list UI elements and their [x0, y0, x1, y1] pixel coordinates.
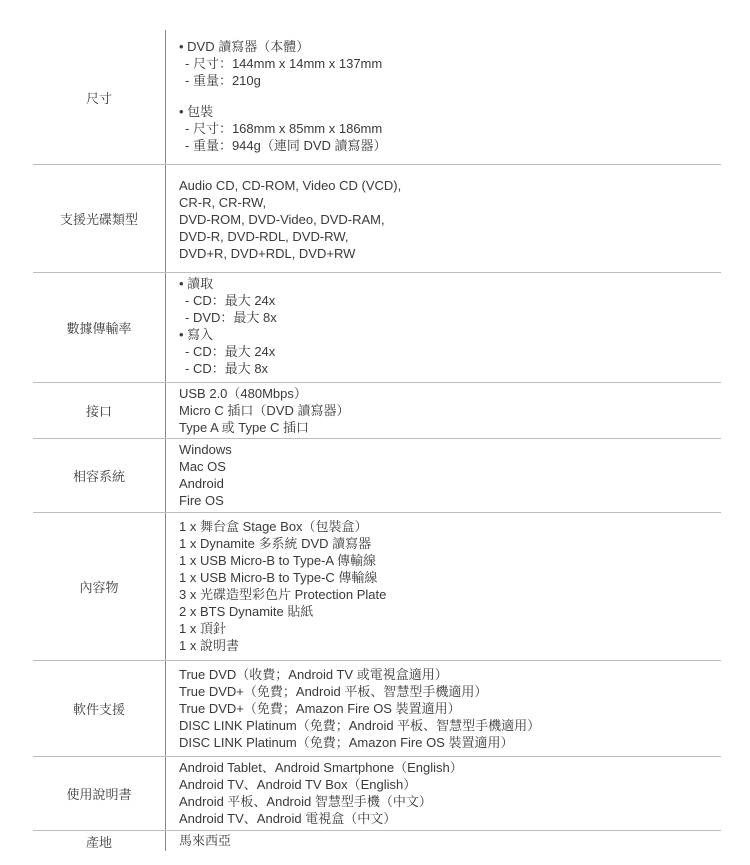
- spec-value: [166, 165, 721, 272]
- spec-line: Android 平板、Android 智慧型手機（中文）: [179, 794, 432, 809]
- spec-row: [33, 383, 721, 439]
- spec-label: 接口: [33, 383, 166, 438]
- spec-line: USB 2.0（480Mbps）: [179, 386, 307, 401]
- spec-value: [166, 439, 721, 512]
- spec-line: - CD：最大 24x: [185, 293, 276, 308]
- spec-line: 1 x USB Micro-B to Type-A 傳輸線: [179, 553, 376, 568]
- spec-row: [33, 30, 721, 165]
- spec-line: 1 x USB Micro-B to Type-C 傳輸線: [179, 570, 378, 585]
- spec-line: - CD：最大 24x: [185, 344, 276, 359]
- spec-table: [33, 30, 721, 851]
- spec-line: True DVD+（免費；Amazon Fire OS 裝置適用）: [179, 701, 461, 716]
- spec-line: 1 x 舞台盒 Stage Box（包裝盒）: [179, 519, 368, 534]
- spec-line: Fire OS: [179, 493, 224, 508]
- spec-line: CR-R, CR-RW,: [179, 195, 267, 210]
- spec-line: Android: [179, 476, 224, 491]
- spec-line: - 重量：210g: [185, 73, 261, 88]
- spec-label: 數據傳輸率: [33, 273, 166, 382]
- spec-line: Android Tablet、Android Smartphone（English）: [179, 760, 463, 775]
- spec-value: [166, 831, 721, 851]
- spec-row: [33, 273, 721, 383]
- spec-value: [166, 30, 721, 164]
- spec-label: 產地: [33, 831, 166, 851]
- spec-line: - 尺寸：144mm x 14mm x 137mm: [185, 56, 383, 71]
- spec-line: Type A 或 Type C 插口: [179, 420, 310, 435]
- spec-row: [33, 439, 721, 513]
- spec-label: 使用說明書: [33, 757, 166, 830]
- spec-line: DISC LINK Platinum（免費；Android 平板、智慧型手機適用）: [179, 718, 541, 733]
- spec-line: DISC LINK Platinum（免費；Amazon Fire OS 裝置適用）: [179, 735, 514, 750]
- spec-line: DVD-R, DVD-RDL, DVD-RW,: [179, 229, 349, 244]
- spec-line: Micro C 插口（DVD 讀寫器）: [179, 403, 350, 418]
- spec-row: [33, 661, 721, 757]
- spec-gap: [179, 89, 721, 103]
- spec-line: Windows: [179, 442, 232, 457]
- spec-line: True DVD（收費；Android TV 或電視盒適用）: [179, 667, 448, 682]
- spec-label: 相容系統: [33, 439, 166, 512]
- spec-label: 支援光碟類型: [33, 165, 166, 272]
- spec-value: [166, 273, 721, 382]
- spec-line: - DVD：最大 8x: [185, 310, 277, 325]
- spec-value: [166, 513, 721, 660]
- spec-line: DVD+R, DVD+RDL, DVD+RW: [179, 246, 356, 261]
- spec-line: - 尺寸：168mm x 85mm x 186mm: [185, 121, 383, 136]
- spec-label: 尺寸: [33, 30, 166, 164]
- spec-value: [166, 757, 721, 830]
- spec-row: [33, 831, 721, 851]
- spec-line: 馬來西亞: [179, 833, 232, 848]
- spec-label: 內容物: [33, 513, 166, 660]
- spec-line: Android TV、Android TV Box（English）: [179, 777, 417, 792]
- spec-line: • 包裝: [179, 104, 214, 119]
- spec-line: • 讀取: [179, 276, 214, 291]
- spec-line: 2 x BTS Dynamite 貼紙: [179, 604, 314, 619]
- spec-line: - 重量：944g（連同 DVD 讀寫器）: [185, 138, 387, 153]
- spec-value: [166, 661, 721, 756]
- spec-line: 1 x 說明書: [179, 638, 239, 653]
- spec-line: • DVD 讀寫器（本體）: [179, 39, 310, 54]
- spec-line: Audio CD, CD-ROM, Video CD (VCD),: [179, 178, 402, 193]
- spec-row: [33, 165, 721, 273]
- spec-label: 軟件支援: [33, 661, 166, 756]
- spec-line: True DVD+（免費；Android 平板、智慧型手機適用）: [179, 684, 488, 699]
- spec-line: Mac OS: [179, 459, 226, 474]
- spec-line: 1 x 頂針: [179, 621, 226, 636]
- spec-line: 3 x 光碟造型彩色片 Protection Plate: [179, 587, 387, 602]
- spec-line: Android TV、Android 電視盒（中文）: [179, 811, 397, 826]
- spec-line: 1 x Dynamite 多系統 DVD 讀寫器: [179, 536, 372, 551]
- spec-row: [33, 513, 721, 661]
- spec-value: [166, 383, 721, 438]
- spec-line: - CD：最大 8x: [185, 361, 269, 376]
- spec-row: [33, 757, 721, 831]
- spec-line: • 寫入: [179, 327, 214, 342]
- spec-line: DVD-ROM, DVD-Video, DVD-RAM,: [179, 212, 385, 227]
